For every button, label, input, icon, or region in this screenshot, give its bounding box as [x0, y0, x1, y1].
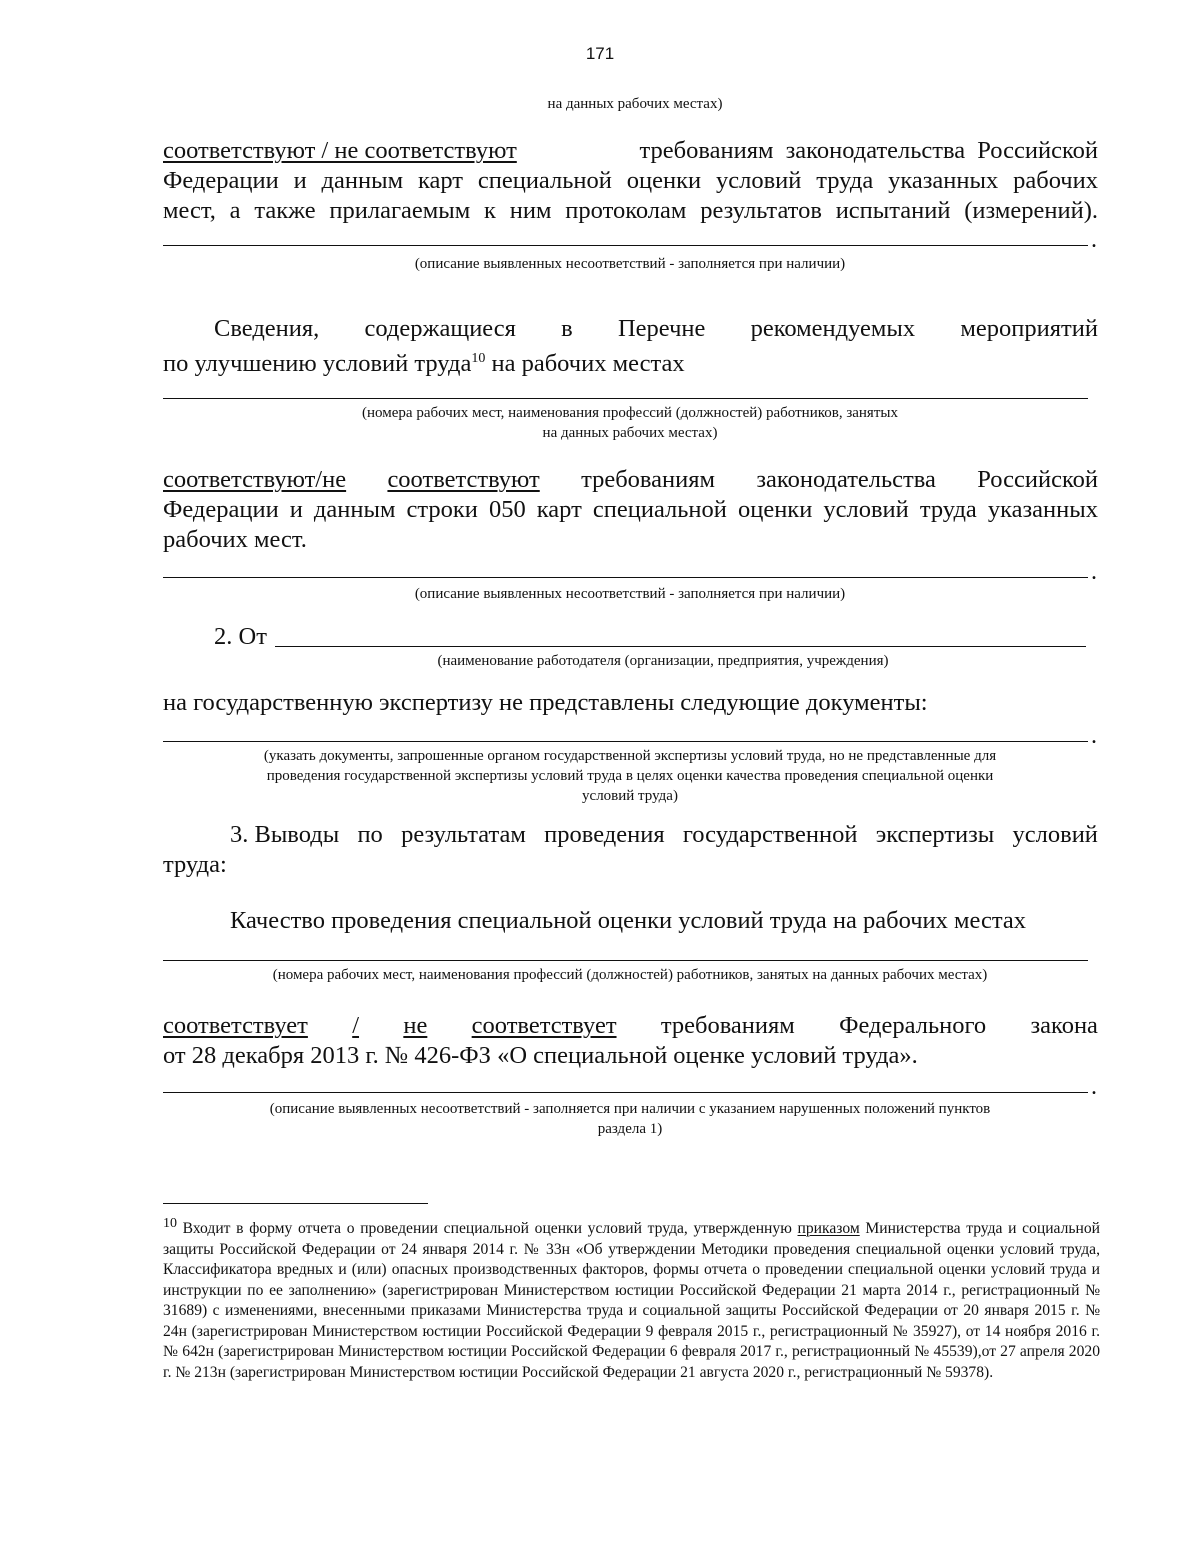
status-word: не	[403, 1012, 428, 1039]
section3-paragraph	[163, 1011, 1098, 1071]
footnote-marker: 10	[163, 1216, 177, 1231]
line-end-period: .	[1091, 559, 1097, 585]
word: 3. Выводы	[230, 821, 340, 848]
missing-docs-statement: на государственную экспертизу не представлены следующие документы:	[163, 689, 928, 716]
status-word: /	[352, 1012, 360, 1039]
word: содержащиеся	[364, 315, 516, 342]
word: закона	[1030, 1012, 1098, 1039]
mismatch-fill-line-1	[163, 245, 1088, 246]
footnote-text-b: Министерства труда и социальной защиты Российской Федерации от 24 января 2014 г. № 33н «Об утверждении Методики проведения специальной оценки условий труда, Классификатора вредных и (или) опасных производственных факторов, формы отчета о проведении специальной оценки условий труда и инструкции по ее заполнению» (зарегистрирован Министерством юстиции Российской Федерации 21 марта 2014 г., регистрационный № 31689) с изменениями, внесенными приказами Министерства труда и социальной защиты Российской Федерации от 20 января 2015 г. № 24н (зарегистрирован Министерством юстиции Российской Федерации 9 февраля 2015 г., регистрационный № 35927), от 14 ноября 2016 г. № 642н (зарегистрирован Министерством юстиции Российской Федерации 6 февраля 2017 г., регистрационный № 45539),от 27 апреля 2020 г. № 213н (зарегистрирован Министерством юстиции Российской Федерации 21 августа 2020 г., регистрационный № 59378).	[163, 1220, 1100, 1381]
employer-fill-line	[275, 646, 1086, 647]
block1-line3: мест, а также прилагаемым к ним протоколам результатов испытаний (измерений).	[163, 197, 1098, 224]
word: Перечне	[617, 315, 706, 342]
line-end-period: .	[1091, 227, 1097, 253]
word: условий	[1012, 821, 1098, 848]
workplaces-fill-line-2	[163, 960, 1088, 961]
footnote-separator	[163, 1203, 428, 1204]
footnote	[163, 1214, 1100, 1383]
order-link[interactable]: приказом	[797, 1220, 860, 1238]
section3-heading	[163, 820, 1098, 880]
word: Сведения,	[214, 315, 320, 342]
workplaces-caption-line2: на данных рабочих местах)	[542, 425, 718, 441]
workplaces-caption-line1: (номера рабочих мест, наименования профессий (должностей) работников, занятых	[362, 405, 898, 421]
status-option-b: соответствуют	[387, 466, 540, 493]
line-end-period: .	[1091, 1074, 1097, 1100]
block1-line2: Федерации и данным карт специальной оценки условий труда указанных рабочих	[163, 167, 1098, 194]
workplaces-caption-3: (номера рабочих мест, наименования профессий (должностей) работников, занятых на данных рабочих местах)	[272, 967, 988, 983]
intro-text: по улучшению условий труда	[163, 350, 472, 378]
section2-label: 2. От	[214, 623, 267, 650]
missing-docs-fill-line	[163, 741, 1088, 742]
mismatch-fill-line-2	[163, 577, 1088, 578]
intro-text-tail: на рабочих местах	[485, 350, 685, 378]
block2-line2: Федерации и данным строки 050 карт специальной оценки условий труда указанных	[163, 496, 1098, 523]
block2-line3: рабочих мест.	[163, 526, 307, 553]
employer-caption: (наименование работодателя (организации, предприятия, учреждения)	[437, 653, 889, 669]
docs-caption-line1: (указать документы, запрошенные органом государственной экспертизы условий труда, но не представленные для	[263, 748, 997, 764]
footnote-text-a: Входит в форму отчета о проведении специальной оценки условий труда, утвержденную	[177, 1220, 798, 1238]
word: Российской	[977, 466, 1098, 493]
status-option-a: соответствуют/не	[163, 466, 347, 493]
mismatch-fill-line-3	[163, 1092, 1088, 1093]
status-word: соответствует	[471, 1012, 617, 1039]
mismatch-caption-3-line2: раздела 1)	[597, 1121, 663, 1137]
word: мероприятий	[960, 315, 1098, 342]
workplaces-caption-tail: на данных рабочих местах)	[547, 96, 723, 112]
mismatch-caption-2: (описание выявленных несоответствий - заполняется при наличии)	[414, 586, 846, 602]
block2-paragraph	[163, 465, 1098, 555]
word: законодательства	[756, 466, 936, 493]
docs-caption-line2: проведения государственной экспертизы условий труда в целях оценки качества проведения специальной оценки	[266, 768, 994, 784]
section3-line2: от 28 декабря 2013 г. № 426-ФЗ «О специальной оценке условий труда».	[163, 1042, 918, 1069]
block1-line1	[163, 136, 1098, 166]
word: требованиям	[581, 466, 716, 493]
word: результатам	[401, 821, 526, 848]
page-number: 171	[585, 44, 615, 63]
block2-intro	[163, 314, 1098, 379]
mismatch-caption-1: (описание выявленных несоответствий - заполняется при наличии)	[414, 256, 846, 272]
footnote-ref: 10	[471, 351, 486, 366]
word: государственной	[682, 821, 858, 848]
word: в	[561, 315, 573, 342]
block2-line1	[163, 465, 1098, 495]
line-end-period: .	[1091, 723, 1097, 749]
block2-intro-line2	[163, 344, 1098, 379]
status-options: соответствуют / не соответствуют	[163, 137, 517, 164]
word: Федерального	[839, 1012, 987, 1039]
section3-heading-line2: труда:	[163, 851, 227, 878]
workplaces-fill-line-1	[163, 398, 1088, 399]
word: рекомендуемых	[750, 315, 916, 342]
block2-intro-line1	[163, 314, 1098, 344]
mismatch-caption-3-line1: (описание выявленных несоответствий - заполняется при наличии с указанием нарушенных положений пунктов	[269, 1101, 991, 1117]
section3-heading-line1	[163, 820, 1098, 850]
section3-line1	[163, 1011, 1098, 1041]
status-word: соответствует	[163, 1012, 308, 1039]
word: проведения	[544, 821, 665, 848]
word: по	[357, 821, 383, 848]
quality-statement: Качество проведения специальной оценки условий труда на рабочих местах	[230, 907, 1027, 934]
word: экспертизы	[875, 821, 995, 848]
docs-caption-line3: условий труда)	[582, 788, 678, 804]
block1-line1-rest: требованиям законодательства Российской	[639, 137, 1098, 164]
block1-paragraph	[163, 136, 1098, 226]
word: требованиям	[660, 1012, 795, 1039]
